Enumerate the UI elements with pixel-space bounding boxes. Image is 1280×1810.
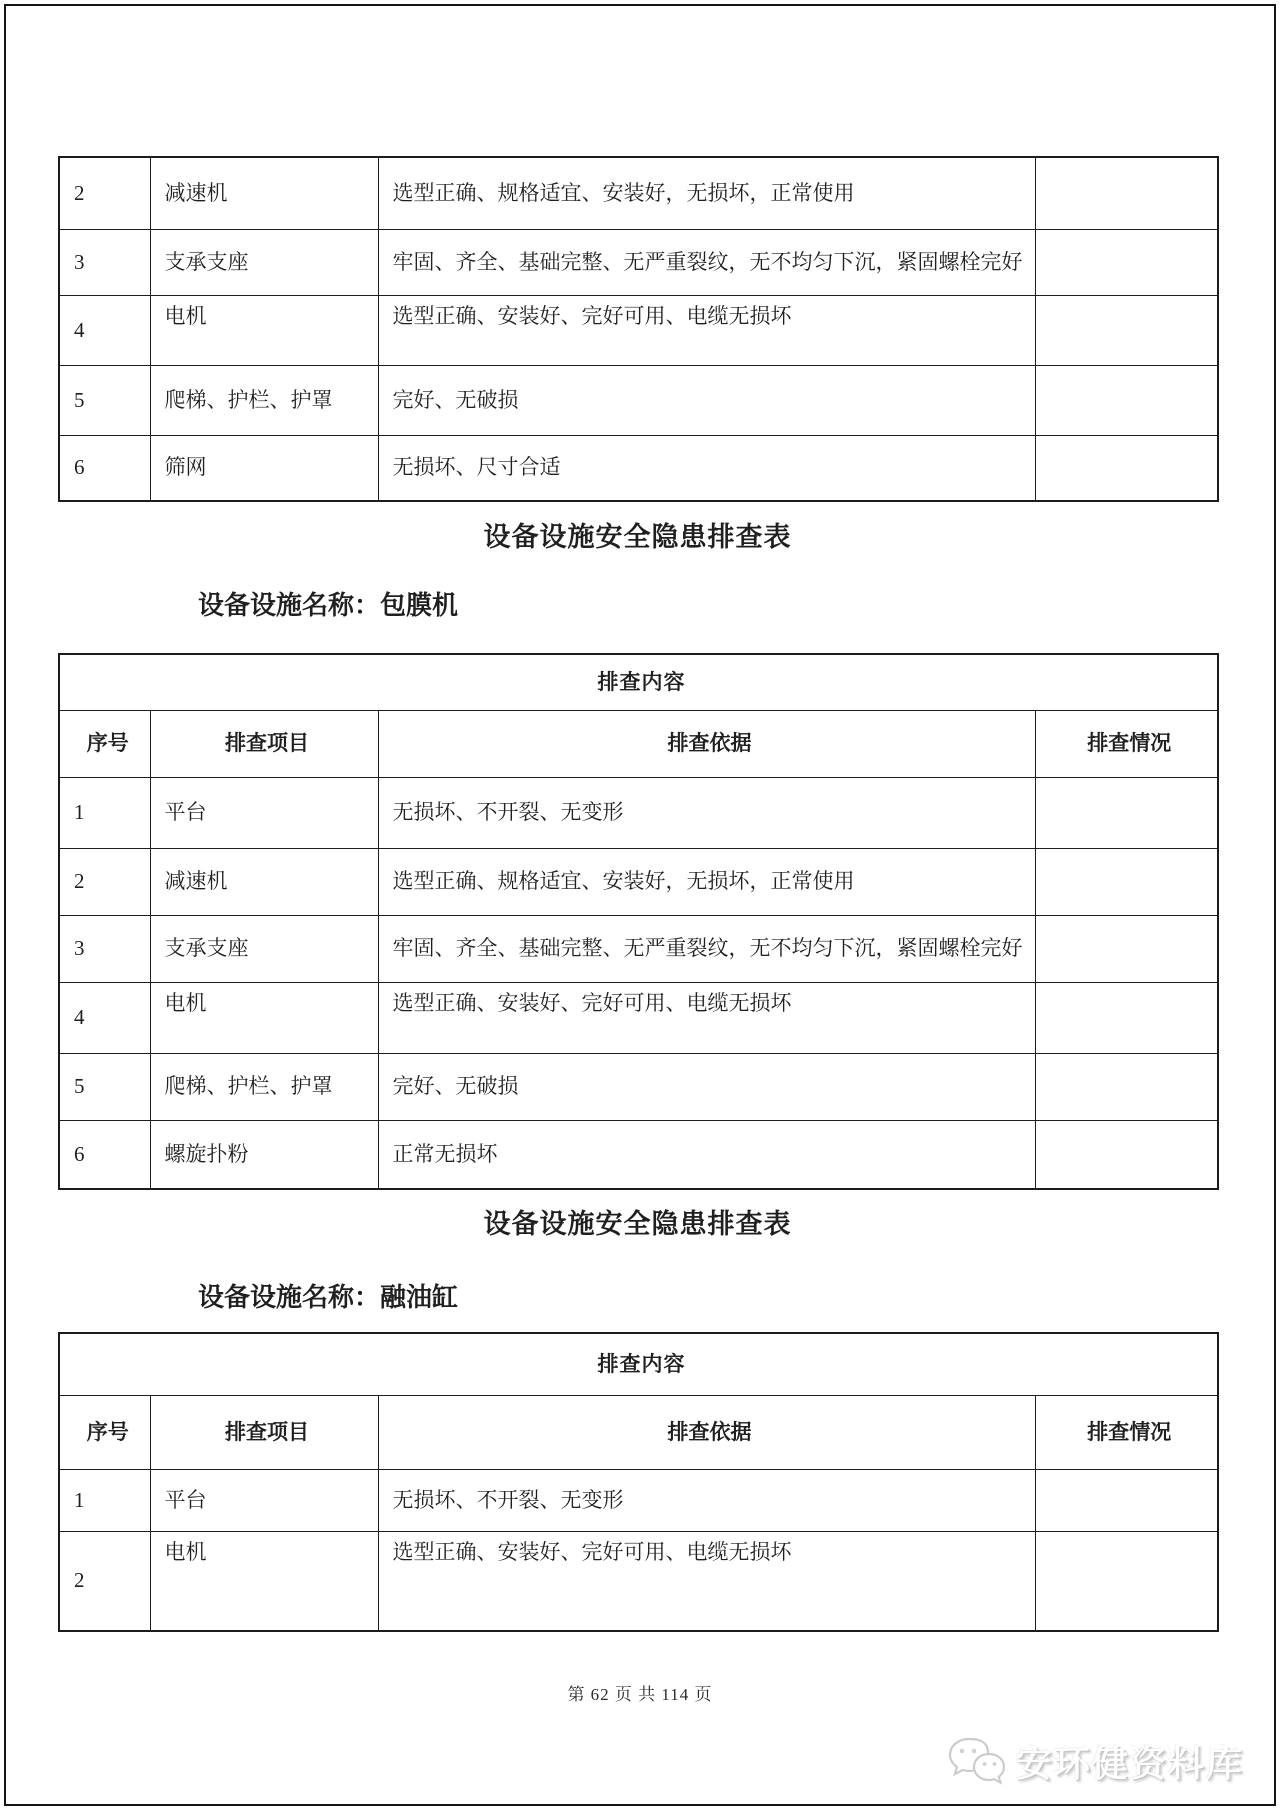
document-page xyxy=(4,4,1276,1806)
cell-status xyxy=(1035,1469,1218,1531)
table-row xyxy=(59,229,1218,295)
cell-status xyxy=(1035,229,1218,295)
cell-item: 支承支座 xyxy=(150,915,378,982)
cell-no: 3 xyxy=(59,229,150,295)
cell-basis: 选型正确、安装好、完好可用、电缆无损坏 xyxy=(378,982,1035,1053)
table-row xyxy=(59,365,1218,435)
cell-basis: 牢固、齐全、基础完整、无严重裂纹，无不均匀下沉，紧固螺栓完好 xyxy=(378,229,1035,295)
cell-status xyxy=(1035,848,1218,915)
cell-no: 4 xyxy=(59,295,150,365)
cell-basis: 选型正确、规格适宜、安装好，无损坏，正常使用 xyxy=(378,157,1035,229)
cell-basis: 选型正确、安装好、完好可用、电缆无损坏 xyxy=(378,1531,1035,1631)
chat-bubbles-icon xyxy=(946,1735,1008,1787)
cell-basis: 选型正确、安装好、完好可用、电缆无损坏 xyxy=(378,295,1035,365)
table-row xyxy=(59,982,1218,1053)
cell-status xyxy=(1035,1120,1218,1189)
cell-item: 爬梯、护栏、护罩 xyxy=(150,365,378,435)
watermark xyxy=(946,1735,1244,1787)
inspection-table-baomoji xyxy=(58,653,1219,1190)
cell-no: 3 xyxy=(59,915,150,982)
table-row xyxy=(59,1531,1218,1631)
column-header-row xyxy=(59,1395,1218,1469)
cell-no: 6 xyxy=(59,1120,150,1189)
cell-status xyxy=(1035,295,1218,365)
page-footer: 第 62 页 共 114 页 xyxy=(567,1685,713,1704)
col-header-item: 排查项目 xyxy=(150,710,378,777)
cell-status xyxy=(1035,365,1218,435)
cell-no: 1 xyxy=(59,1469,150,1531)
inspection-table-rongyougang xyxy=(58,1332,1219,1632)
cell-basis: 无损坏、不开裂、无变形 xyxy=(378,1469,1035,1531)
table-row xyxy=(59,1120,1218,1189)
cell-item: 电机 xyxy=(150,295,378,365)
col-header-status: 排查情况 xyxy=(1035,710,1218,777)
cell-status xyxy=(1035,915,1218,982)
cell-no: 5 xyxy=(59,1053,150,1120)
cell-item: 平台 xyxy=(150,1469,378,1531)
cell-item: 减速机 xyxy=(150,157,378,229)
cell-status xyxy=(1035,1053,1218,1120)
cell-item: 平台 xyxy=(150,777,378,848)
cell-basis: 正常无损坏 xyxy=(378,1120,1035,1189)
cell-no: 4 xyxy=(59,982,150,1053)
watermark-text: 安环健资料库 xyxy=(1015,1742,1244,1784)
table-row xyxy=(59,915,1218,982)
col-header-no: 序号 xyxy=(59,710,150,777)
cell-status xyxy=(1035,982,1218,1053)
continued-inspection-table xyxy=(58,156,1219,502)
cell-basis: 无损坏、尺寸合适 xyxy=(378,435,1035,501)
report-title: 设备设施安全隐患排查表 xyxy=(483,522,792,552)
table-row xyxy=(59,1469,1218,1531)
banner-row xyxy=(59,654,1218,710)
cell-basis: 完好、无破损 xyxy=(378,1053,1035,1120)
equipment-name-subtitle: 设备设施名称：包膜机 xyxy=(198,591,459,620)
table-row xyxy=(59,295,1218,365)
cell-status xyxy=(1035,777,1218,848)
equipment-name-subtitle: 设备设施名称：融油缸 xyxy=(198,1283,459,1312)
cell-no: 2 xyxy=(59,157,150,229)
table-row xyxy=(59,435,1218,501)
col-header-basis: 排查依据 xyxy=(378,1395,1035,1469)
col-header-no: 序号 xyxy=(59,1395,150,1469)
col-header-basis: 排查依据 xyxy=(378,710,1035,777)
table-row xyxy=(59,1053,1218,1120)
table-row xyxy=(59,848,1218,915)
col-header-status: 排查情况 xyxy=(1035,1395,1218,1469)
page-content xyxy=(58,156,1217,1632)
cell-basis: 牢固、齐全、基础完整、无严重裂纹，无不均匀下沉，紧固螺栓完好 xyxy=(378,915,1035,982)
cell-no: 2 xyxy=(59,1531,150,1631)
cell-status xyxy=(1035,1531,1218,1631)
cell-status xyxy=(1035,435,1218,501)
banner-cell: 排查内容 xyxy=(59,654,1218,710)
cell-item: 筛网 xyxy=(150,435,378,501)
cell-status xyxy=(1035,157,1218,229)
cell-item: 螺旋扑粉 xyxy=(150,1120,378,1189)
column-header-row xyxy=(59,710,1218,777)
cell-item: 电机 xyxy=(150,982,378,1053)
table-row xyxy=(59,157,1218,229)
cell-no: 2 xyxy=(59,848,150,915)
cell-no: 5 xyxy=(59,365,150,435)
table-row xyxy=(59,777,1218,848)
col-header-item: 排查项目 xyxy=(150,1395,378,1469)
cell-item: 支承支座 xyxy=(150,229,378,295)
cell-no: 1 xyxy=(59,777,150,848)
cell-basis: 无损坏、不开裂、无变形 xyxy=(378,777,1035,848)
cell-no: 6 xyxy=(59,435,150,501)
banner-cell: 排查内容 xyxy=(59,1333,1218,1395)
cell-basis: 选型正确、规格适宜、安装好，无损坏，正常使用 xyxy=(378,848,1035,915)
cell-basis: 完好、无破损 xyxy=(378,365,1035,435)
report-title: 设备设施安全隐患排查表 xyxy=(483,1209,792,1239)
banner-row xyxy=(59,1333,1218,1395)
cell-item: 爬梯、护栏、护罩 xyxy=(150,1053,378,1120)
cell-item: 电机 xyxy=(150,1531,378,1631)
cell-item: 减速机 xyxy=(150,848,378,915)
